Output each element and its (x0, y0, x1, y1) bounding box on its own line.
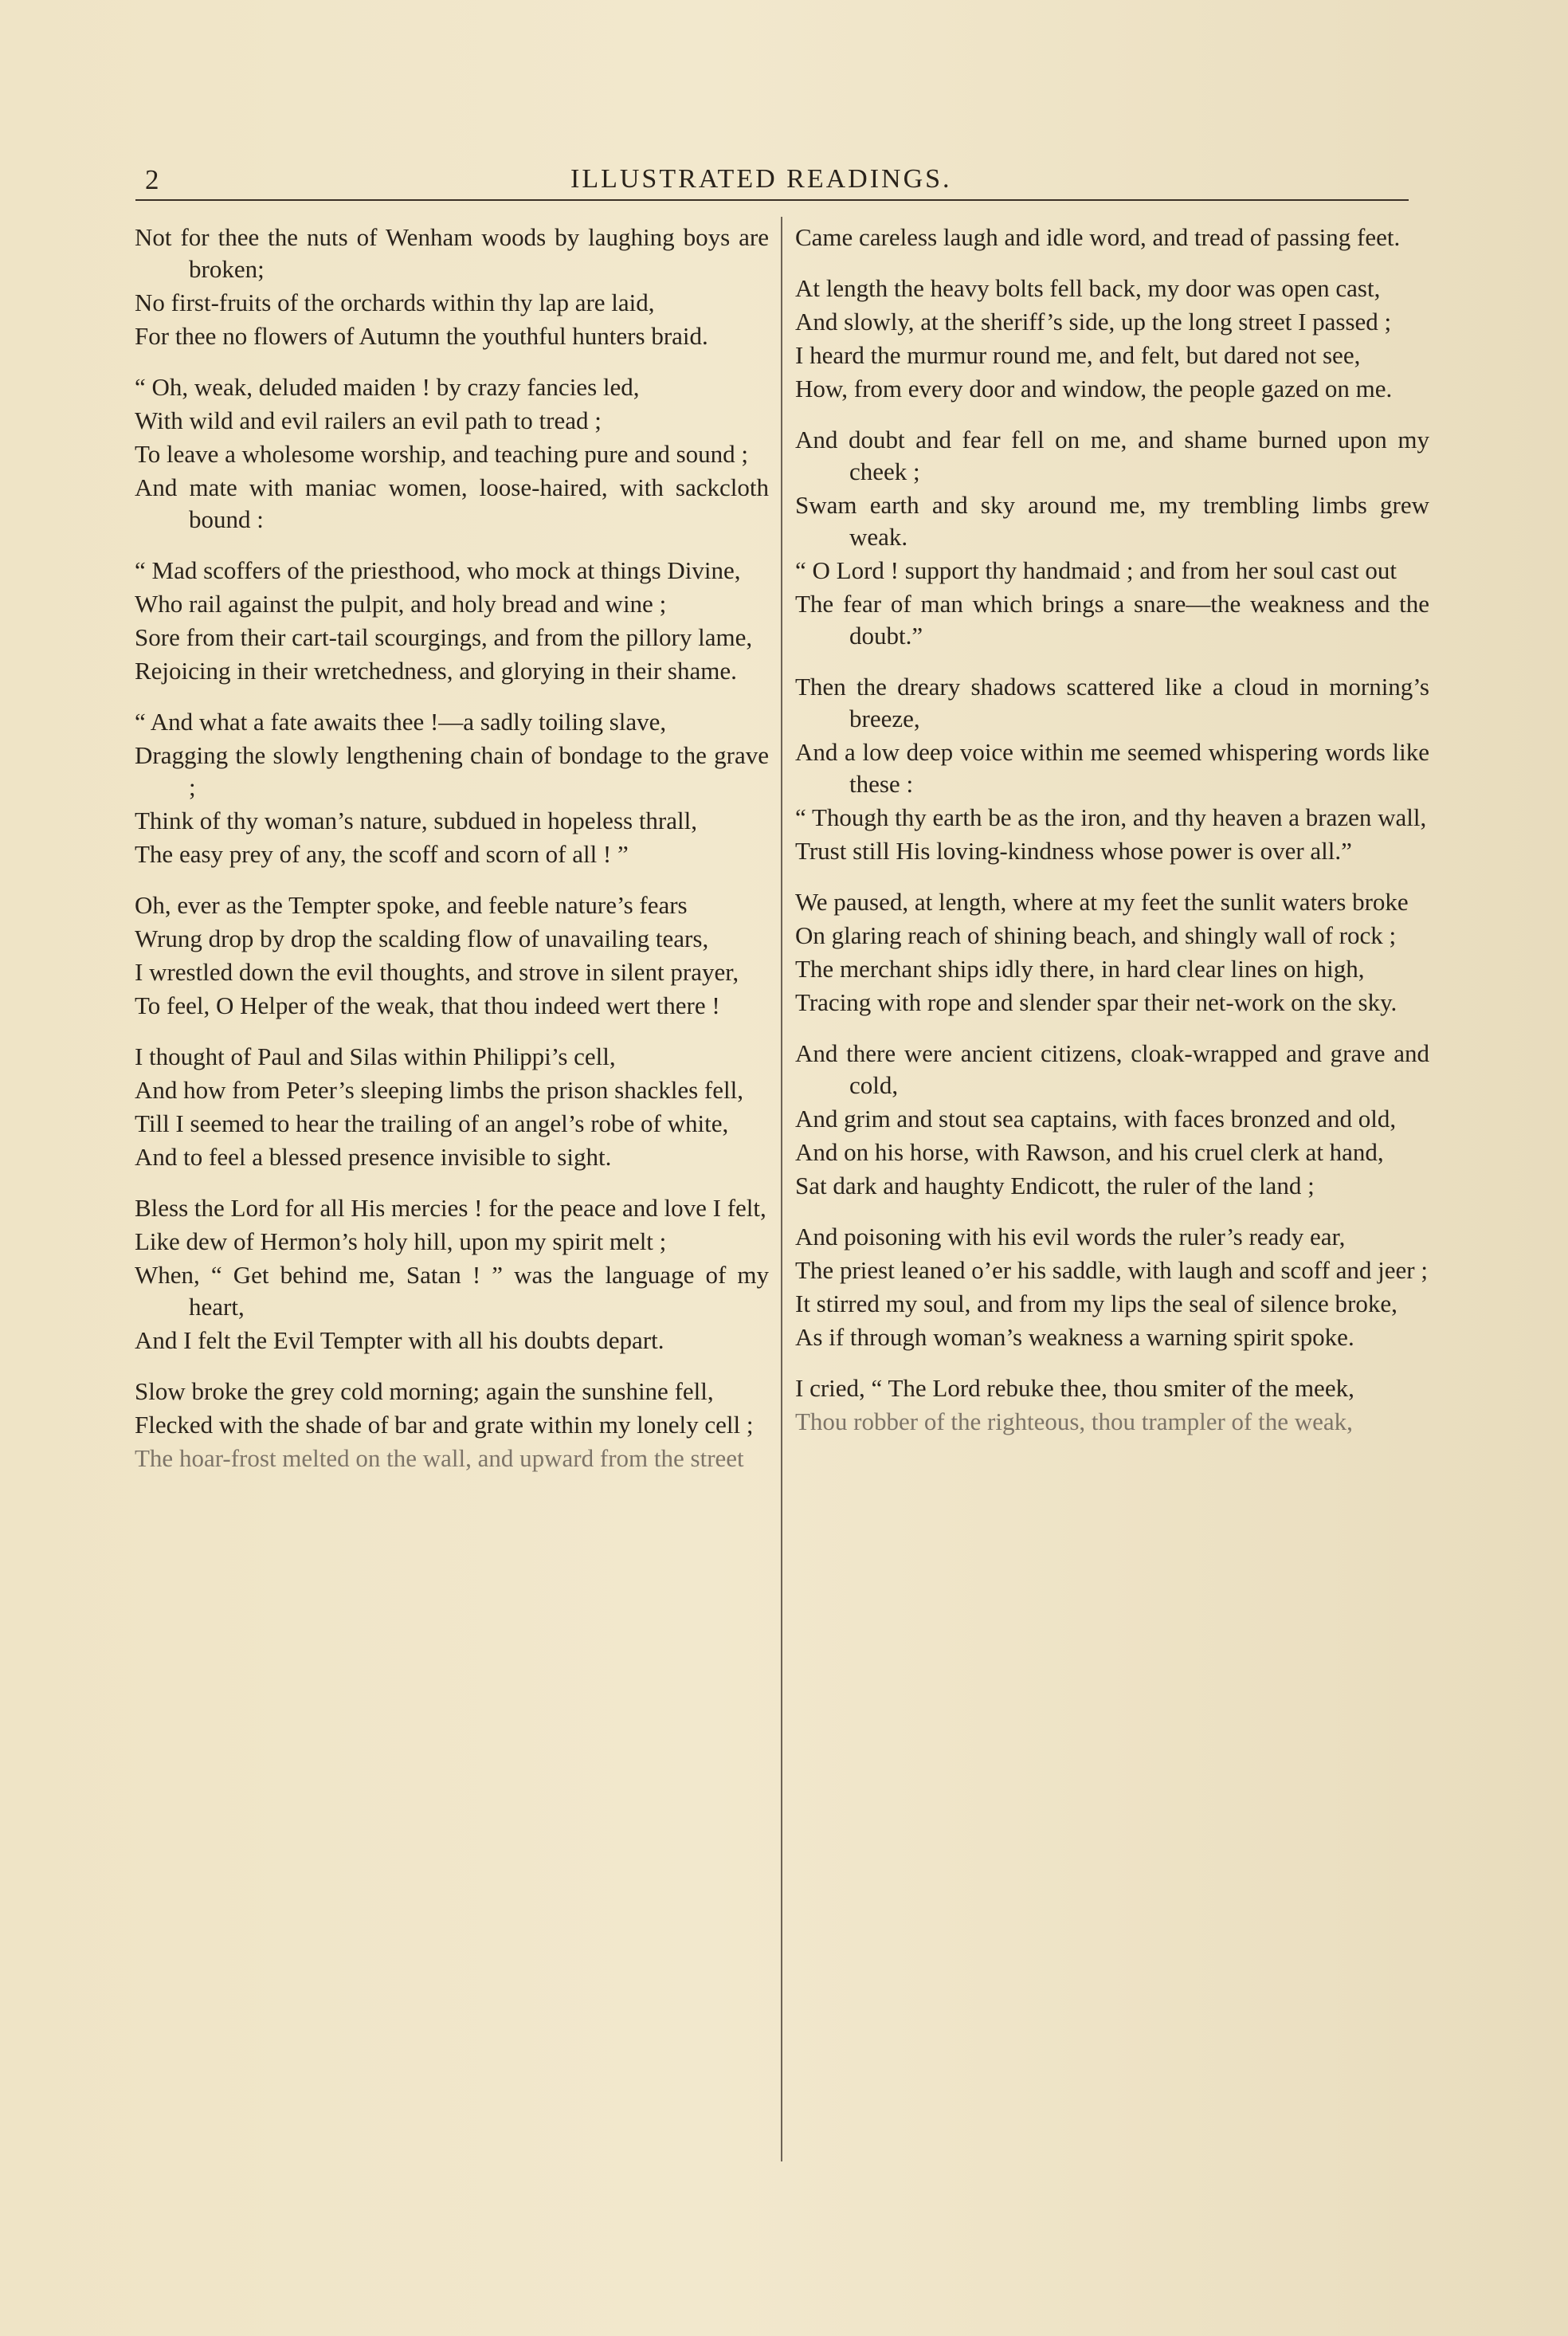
verse-line: The merchant ships idly there, in hard clear lines on high, (795, 955, 1365, 983)
verse-line: And mate with maniac women, loose-haired, with sackcloth bound : (135, 473, 769, 533)
verse-line: Oh, ever as the Tempter spoke, and feeble nature’s fears (135, 891, 688, 919)
verse-line: And doubt and fear fell on me, and shame burned upon my cheek ; (795, 426, 1429, 485)
verse-line: Wrung drop by drop the scalding flow of unavailing tears, (135, 925, 709, 952)
verse-line: I cried, “ The Lord rebuke thee, thou smiter of the meek, (795, 1374, 1354, 1402)
verse-line: And I felt the Evil Tempter with all his doubts depart. (135, 1326, 664, 1354)
verse-line: Came careless laugh and idle word, and tread of passing feet. (795, 223, 1401, 251)
verse-line: Flecked with the shade of bar and grate within my lonely cell ; (135, 1411, 754, 1439)
verse-line: Then the dreary shadows scattered like a cloud in morning’s breeze, (795, 673, 1429, 732)
verse-line: The fear of man which brings a snare—the weakness and the doubt.” (795, 590, 1429, 650)
verse-line: Bless the Lord for all His mercies ! for the peace and love I felt, (135, 1194, 766, 1222)
verse-line: “ Oh, weak, deluded maiden ! by crazy fancies led, (135, 373, 640, 401)
right-column (795, 222, 1429, 1457)
verse-line: When, “ Get behind me, Satan ! ” was the language of my heart, (135, 1261, 769, 1321)
verse-line: And poisoning with his evil words the ruler’s ready ear, (795, 1223, 1346, 1250)
stanza (795, 222, 1429, 253)
verse-line: The priest leaned o’er his saddle, with laugh and scoff and jeer ; (795, 1256, 1428, 1284)
verse-line: I thought of Paul and Silas within Philippi’s cell, (135, 1042, 616, 1070)
verse-line: To leave a wholesome worship, and teaching pure and sound ; (135, 440, 749, 468)
verse-line: Who rail against the pulpit, and holy bread and wine ; (135, 590, 667, 618)
stanza (795, 1221, 1429, 1353)
stanza (795, 886, 1429, 1019)
stanza (795, 671, 1429, 867)
verse-line: The hoar-frost melted on the wall, and upward from the street (135, 1444, 744, 1472)
verse-line: It stirred my soul, and from my lips the seal of silence broke, (795, 1290, 1397, 1317)
verse-line: And a low deep voice within me seemed whispering words like these : (795, 738, 1429, 798)
stanza (135, 371, 769, 536)
stanza (135, 889, 769, 1022)
verse-line: And on his horse, with Rawson, and his cruel clerk at hand, (795, 1138, 1384, 1166)
verse-line: With wild and evil railers an evil path to tread ; (135, 406, 602, 434)
verse-line: Slow broke the grey cold morning; again the sunshine fell, (135, 1377, 714, 1405)
verse-line: We paused, at length, where at my feet the sunlit waters broke (795, 888, 1409, 916)
verse-line: No first-fruits of the orchards within thy lap are laid, (135, 289, 655, 316)
verse-line: Not for thee the nuts of Wenham woods by laughing boys are broken; (135, 223, 769, 283)
verse-line: As if through woman’s weakness a warning spirit spoke. (795, 1323, 1354, 1351)
verse-line: The easy prey of any, the scoff and scorn of all ! ” (135, 840, 629, 868)
stanza (795, 424, 1429, 652)
page-number: 2 (145, 164, 159, 195)
stanza (795, 273, 1429, 405)
stanza (135, 1192, 769, 1356)
stanza (135, 1041, 769, 1173)
verse-line: Think of thy woman’s nature, subdued in hopeless thrall, (135, 807, 697, 834)
verse-line: For thee no flowers of Autumn the youthful hunters braid. (135, 322, 708, 350)
verse-line: Sat dark and haughty Endicott, the ruler of the land ; (795, 1172, 1315, 1199)
stanza (135, 555, 769, 687)
verse-line: “ O Lord ! support thy handmaid ; and from her soul cast out (795, 556, 1397, 584)
stanza (135, 1376, 769, 1474)
verse-line: Like dew of Hermon’s holy hill, upon my spirit melt ; (135, 1227, 667, 1255)
verse-line: I heard the murmur round me, and felt, but dared not see, (795, 341, 1361, 369)
stanza (135, 222, 769, 352)
running-title: ILLUSTRATED READINGS. (570, 164, 952, 194)
stanza (795, 1372, 1429, 1438)
verse-line: And to feel a blessed presence invisible to sight. (135, 1143, 612, 1171)
left-column (135, 222, 769, 1494)
verse-line: “ And what a fate awaits thee !—a sadly toiling slave, (135, 708, 667, 736)
verse-line: At length the heavy bolts fell back, my door was open cast, (795, 274, 1381, 302)
verse-line: Thou robber of the righteous, thou trampler of the weak, (795, 1407, 1353, 1435)
header-rule (135, 199, 1409, 201)
verse-line: I wrestled down the evil thoughts, and strove in silent prayer, (135, 958, 739, 986)
verse-line: Tracing with rope and slender spar their net-work on the sky. (795, 988, 1397, 1016)
stanza (795, 1038, 1429, 1202)
verse-line: Trust still His loving-kindness whose power is over all.” (795, 837, 1352, 865)
verse-line: To feel, O Helper of the weak, that thou indeed wert there ! (135, 991, 720, 1019)
verse-line: Till I seemed to hear the trailing of an angel’s robe of white, (135, 1109, 729, 1137)
verse-line: Swam earth and sky around me, my trembling limbs grew weak. (795, 491, 1429, 551)
stanza (135, 706, 769, 870)
verse-line: On glaring reach of shining beach, and shingly wall of rock ; (795, 921, 1397, 949)
column-divider (781, 217, 782, 2161)
verse-line: Sore from their cart-tail scourgings, and from the pillory lame, (135, 623, 753, 651)
verse-line: Dragging the slowly lengthening chain of bondage to the grave ; (135, 741, 769, 801)
verse-line: And grim and stout sea captains, with faces bronzed and old, (795, 1105, 1397, 1133)
verse-line: “ Though thy earth be as the iron, and thy heaven a brazen wall, (795, 803, 1427, 831)
verse-line: “ Mad scoffers of the priesthood, who mock at things Divine, (135, 556, 741, 584)
verse-line: How, from every door and window, the people gazed on me. (795, 375, 1393, 402)
verse-line: And there were ancient citizens, cloak-wrapped and grave and cold, (795, 1039, 1429, 1099)
verse-line: Rejoicing in their wretchedness, and glorying in their shame. (135, 657, 737, 685)
verse-line: And how from Peter’s sleeping limbs the prison shackles fell, (135, 1076, 743, 1104)
verse-line: And slowly, at the sheriff’s side, up the long street I passed ; (795, 308, 1392, 336)
